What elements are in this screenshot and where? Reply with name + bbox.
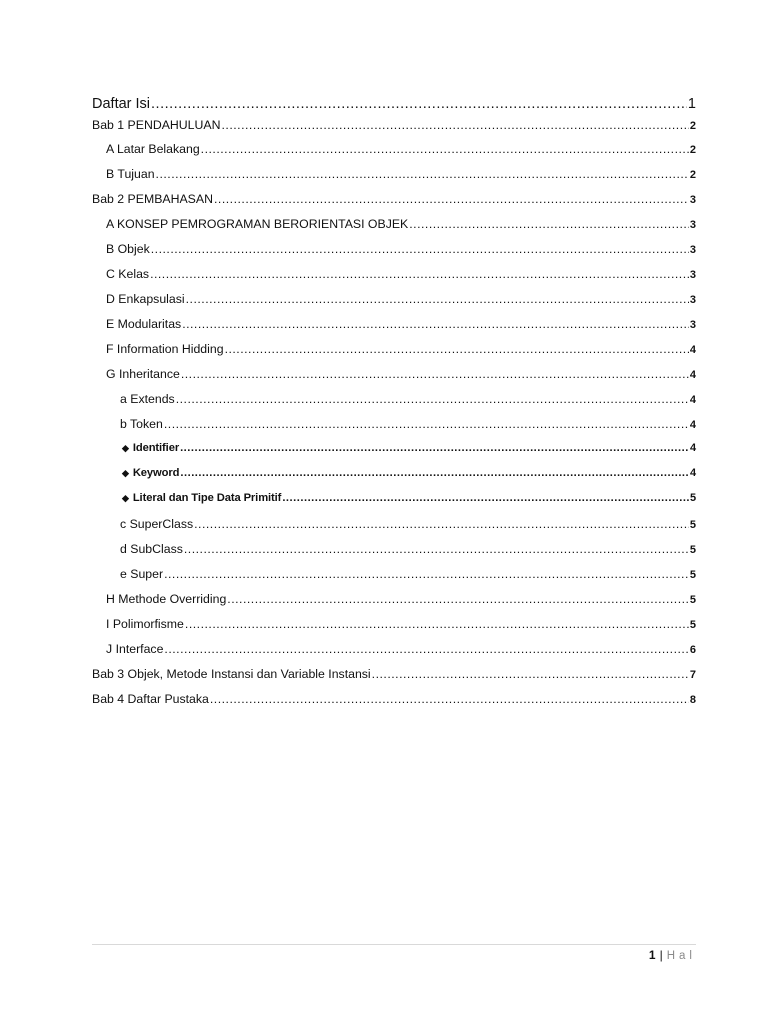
dot-leader	[409, 217, 689, 231]
toc-entry-label: Identifier	[132, 442, 180, 454]
page-footer	[649, 948, 696, 962]
table-of-contents	[92, 96, 696, 717]
toc-entry-page: 7	[689, 669, 696, 681]
dot-leader	[176, 392, 689, 406]
toc-entry[interactable]	[92, 617, 696, 642]
toc-entry-label: Keyword	[132, 467, 180, 479]
toc-entries	[92, 118, 696, 717]
toc-entry-label: B Objek	[106, 242, 150, 256]
toc-entry-label: b Token	[120, 417, 163, 431]
dot-leader	[150, 267, 689, 281]
toc-entry-label: E Modularitas	[106, 317, 182, 331]
toc-entry-label: D Enkapsulasi	[106, 292, 185, 306]
dot-leader	[151, 96, 687, 112]
toc-entry-page: 6	[689, 644, 696, 656]
toc-entry-page: 2	[689, 169, 696, 181]
dot-leader	[156, 167, 689, 181]
toc-entry[interactable]	[92, 567, 696, 592]
diamond-bullet-icon: ◆	[122, 443, 129, 453]
toc-entry-page: 5	[689, 519, 696, 531]
toc-title-row	[92, 96, 696, 118]
dot-leader	[225, 342, 689, 356]
toc-entry-label: G Inheritance	[106, 367, 180, 381]
dot-leader	[194, 517, 689, 531]
toc-entry-label: Bab 4 Daftar Pustaka	[92, 692, 209, 706]
diamond-bullet-icon: ◆	[122, 493, 129, 503]
toc-entry-page: 5	[689, 569, 696, 581]
toc-entry-label: J Interface	[106, 642, 164, 656]
toc-entry[interactable]	[92, 118, 696, 142]
toc-entry-page: 4	[689, 344, 696, 356]
footer-label: Hal	[666, 950, 696, 962]
footer-page-number: 1	[648, 948, 656, 962]
dot-leader	[201, 142, 689, 156]
toc-entry-label: Bab 2 PEMBAHASAN	[92, 192, 213, 206]
dot-leader	[214, 192, 689, 206]
toc-entry-label: B Tujuan	[106, 167, 155, 181]
toc-entry-label: d SubClass	[120, 542, 183, 556]
dot-leader	[282, 492, 689, 504]
dot-leader	[210, 692, 689, 706]
toc-entry[interactable]	[92, 517, 696, 542]
toc-entry-page: 8	[689, 694, 696, 706]
toc-entry-label: Literal dan Tipe Data Primitif	[132, 492, 282, 504]
toc-entry-page: 4	[689, 394, 696, 406]
toc-entry[interactable]	[92, 342, 696, 367]
toc-entry[interactable]	[92, 417, 696, 442]
toc-entry-page: 5	[689, 492, 696, 504]
diamond-bullet-icon: ◆	[122, 468, 129, 478]
toc-entry[interactable]	[92, 392, 696, 417]
toc-entry-label: C Kelas	[106, 267, 150, 281]
toc-entry-page: 3	[689, 319, 696, 331]
dot-leader	[164, 417, 689, 431]
toc-entry-page: 4	[689, 419, 696, 431]
toc-entry[interactable]	[92, 442, 696, 467]
toc-entry-page: 3	[689, 294, 696, 306]
toc-entry-label: e Super	[120, 567, 164, 581]
toc-entry[interactable]	[92, 292, 696, 317]
toc-entry-page: 5	[689, 544, 696, 556]
toc-entry-label: Bab 1 PENDAHULUAN	[92, 118, 221, 132]
toc-entry[interactable]	[92, 167, 696, 192]
toc-entry-label: a Extends	[120, 392, 175, 406]
toc-entry[interactable]	[92, 192, 696, 217]
toc-entry-page: 2	[689, 120, 696, 132]
toc-entry[interactable]	[92, 692, 696, 717]
toc-entry[interactable]	[92, 642, 696, 667]
dot-leader	[164, 567, 689, 581]
dot-leader	[181, 367, 689, 381]
toc-entry[interactable]	[92, 492, 696, 517]
toc-entry-page: 2	[689, 144, 696, 156]
dot-leader	[185, 617, 689, 631]
dot-leader	[180, 467, 689, 479]
toc-entry-page: 4	[689, 442, 696, 454]
toc-entry-page: 4	[689, 467, 696, 479]
footer-divider	[92, 944, 696, 945]
toc-title: Daftar Isi	[92, 96, 151, 112]
toc-entry[interactable]	[92, 217, 696, 242]
dot-leader	[180, 442, 689, 454]
toc-entry-label: F Information Hidding	[106, 342, 224, 356]
toc-entry-page: 3	[689, 219, 696, 231]
toc-entry[interactable]	[92, 467, 696, 492]
toc-entry[interactable]	[92, 317, 696, 342]
dot-leader	[221, 118, 688, 132]
toc-entry-label: A KONSEP PEMROGRAMAN BERORIENTASI OBJEK	[106, 217, 409, 231]
toc-entry[interactable]	[92, 367, 696, 392]
toc-entry-page: 3	[689, 269, 696, 281]
dot-leader	[372, 667, 689, 681]
dot-leader	[184, 542, 689, 556]
toc-entry-page: 5	[689, 619, 696, 631]
toc-entry-label: Bab 3 Objek, Metode Instansi dan Variable Instansi	[92, 667, 371, 681]
dot-leader	[182, 317, 689, 331]
toc-entry[interactable]	[92, 267, 696, 292]
toc-entry-page: 4	[689, 369, 696, 381]
toc-entry[interactable]	[92, 667, 696, 692]
toc-entry-label: c SuperClass	[120, 517, 194, 531]
dot-leader	[227, 592, 689, 606]
footer-separator: |	[659, 948, 663, 962]
toc-entry-page: 5	[689, 594, 696, 606]
toc-entry[interactable]	[92, 242, 696, 267]
toc-entry-page: 3	[689, 194, 696, 206]
toc-title-page: 1	[687, 96, 696, 112]
toc-entry-label: H Methode Overriding	[106, 592, 227, 606]
toc-entry[interactable]	[92, 542, 696, 567]
toc-entry[interactable]	[92, 142, 696, 167]
toc-entry[interactable]	[92, 592, 696, 617]
dot-leader	[164, 642, 688, 656]
toc-entry-label: I Polimorfisme	[106, 617, 184, 631]
dot-leader	[186, 292, 689, 306]
dot-leader	[151, 242, 689, 256]
toc-entry-page: 3	[689, 244, 696, 256]
toc-entry-label: A Latar Belakang	[106, 142, 200, 156]
